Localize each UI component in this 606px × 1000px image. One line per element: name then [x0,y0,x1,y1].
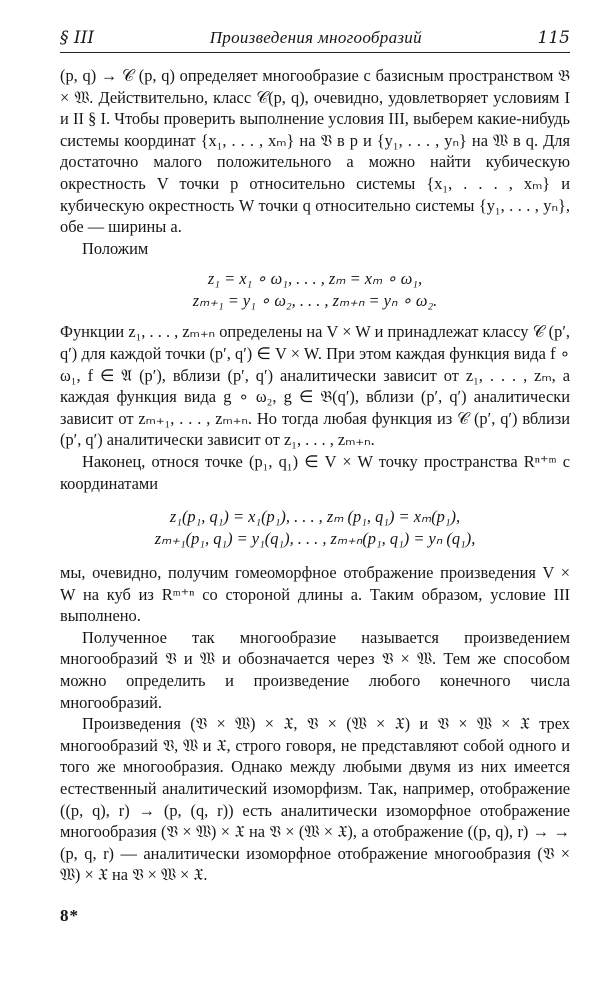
paragraph-7: Произведения (𝔙 × 𝔚) × 𝔛, 𝔙 × (𝔚 × 𝔛) и 𝔙 × 𝔚 × 𝔛 трех многообразий 𝔙, 𝔚 и 𝔛, строго говоря, не представляют собой одного и того же многообразия. Однако между любыми двумя из них имеется естественный аналитический изоморфизм. Так, например, отображение ((p, q), r) → (p, (q, r)) есть аналитически изоморфное отображение многообразия (𝔙 × 𝔚) × 𝔛 на 𝔙 × (𝔚 × 𝔛), а отображение ((p, q), r) → → (p, q, r) — аналитически изоморфное отображение многообразия (𝔙 × 𝔚) × 𝔛 на 𝔙 × 𝔚 × 𝔛. [60,714,570,885]
paragraph-5: мы, очевидно, получим гомеоморфное отображение произведения V × W на куб из Rᵐ⁺ⁿ со стороной длины a. Таким образом, условие III выполнено. [60,563,570,626]
section-label: § III [60,28,95,48]
formula-2: zₘ₊₁ = y₁ ∘ ω₂, . . . , zₘ₊ₙ = yₙ ∘ ω₂. [192,291,438,311]
running-header [60,28,570,53]
book-page [60,28,570,926]
formula-4: zₘ₊₁(p₁, q₁) = y₁(q₁), . . . , zₘ₊ₙ(p₁, q₁) = yₙ (q₁), [154,529,476,549]
page-number: 115 [537,28,570,48]
chapter-title: Произведения многообразий [209,28,422,47]
paragraph-3: Функции z₁, . . . , zₘ₊ₙ определены на V × W и принадлежат классу 𝒞 (p′, q′) для каждой точки (p′, q′) ∈ V × W. При этом каждая функция вида f ∘ ω₁, f ∈ 𝔄 (p′), вблизи (p′, q′) аналитически зависит от z₁, . . . , zₘ, а каждая функция вида g ∘ ω₂, g ∈ 𝔅(q′), вблизи (p′, q′) аналитически зависит от zₘ₊₁, . . . , zₘ₊ₙ. Но тогда любая функция из 𝒞 (p′, q′) вблизи (p′, q′) аналитически зависит от z₁, . . . , zₘ₊ₙ. [60,322,570,450]
paragraph-1: (p, q) → 𝒞 (p, q) определяет многообразие с базисным пространством 𝔅 × 𝔚. Действительно, класс 𝒞(p, q), очевидно, удовлетворяет условиям I и II § I. Чтобы проверить выполнение условия III, выберем какие-нибудь системы координат {x₁, . . . , xₘ} на 𝔙 в p и {y₁, . . . , yₙ} на 𝔚 в q. Для достаточно малого положительного a можно найти кубическую окрестность V точки p относительно системы {x₁, . . . , xₘ} и кубическую окрестность W точки q относительно системы {y₁, . . . , yₙ}, обе — ширины a. [60,66,570,237]
formula-3: z₁(p₁, q₁) = x₁(p₁), . . . , zₘ (p₁, q₁) = xₘ(p₁), [169,507,461,527]
formula-1: z₁ = x₁ ∘ ω₁, . . . , zₘ = xₘ ∘ ω₁, [207,269,423,289]
paragraph-4: Наконец, относя точке (p₁, q₁) ∈ V × W точку пространства Rⁿ⁺ᵐ с координатами [60,451,570,493]
signature-mark: 8* [60,906,79,925]
paragraph-2: Положим [82,238,149,258]
paragraph-6: Полученное так многообразие называется произведением многообразий 𝔙 и 𝔚 и обозначается через 𝔙 × 𝔚. Тем же способом можно определить и произведение любого конечного числа многообразий. [60,627,570,712]
